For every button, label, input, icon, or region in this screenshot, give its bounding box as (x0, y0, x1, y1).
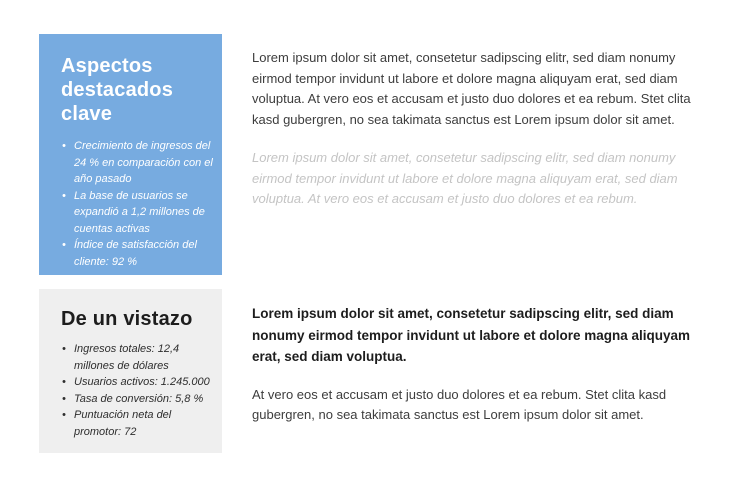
key-highlights-card (39, 34, 222, 275)
closing-paragraph: At vero eos et accusam et justo duo dolores et ea rebum. Stet clita kasd gubergren, no sea takimata sanctus est Lorem ipsum dolor sit amet. (252, 386, 667, 423)
at-a-glance-item: • Tasa de conversión: 5,8 % (61, 391, 215, 408)
key-highlights-item: • Crecimiento de ingresos del 24 % en comparación con el año pasado (61, 138, 215, 188)
at-a-glance-item: • Puntuación neta del promotor: 72 (61, 407, 215, 440)
bottom-section (39, 289, 750, 453)
summary-bold-paragraph: Lorem ipsum dolor sit amet, consetetur sadipscing elitr, sed diam nonumy eirmod tempor invidunt ut labore et dolore magna aliquyam erat, sed diam voluptua. (252, 306, 691, 365)
key-highlights-title: Aspectos destacados clave (61, 55, 174, 125)
top-section (39, 34, 750, 275)
at-a-glance-list (61, 341, 215, 440)
intro-paragraph: Lorem ipsum dolor sit amet, consetetur sadipscing elitr, sed diam nonumy eirmod tempor invidunt ut labore et dolore magna aliquyam erat, sed diam voluptua. At vero eos et accusam et justo duo dolores et ea rebum. Stet clita kasd gubergren, no sea takimata sanctus est Lorem ipsum dolor sit amet. (252, 50, 691, 127)
key-highlights-item: • Índice de satisfacción del cliente: 92 % (61, 237, 215, 270)
bottom-text-column (252, 289, 704, 426)
at-a-glance-item: • Ingresos totales: 12,4 millones de dólares (61, 341, 215, 374)
key-highlights-item: • La base de usuarios se expandió a 1,2 millones de cuentas activas (61, 188, 215, 238)
at-a-glance-title: De un vistazo (61, 308, 193, 330)
key-highlights-list (61, 138, 215, 270)
at-a-glance-item: • Usuarios activos: 1.245.000 (61, 374, 215, 391)
top-text-column (252, 34, 704, 210)
at-a-glance-card (39, 289, 222, 453)
muted-italic-paragraph: Lorem ipsum dolor sit amet, consetetur sadipscing elitr, sed diam nonumy eirmod tempor invidunt ut labore et dolore magna aliquyam erat, sed diam voluptua. At vero eos et accusam et justo duo dolores et ea rebum. (252, 150, 678, 207)
